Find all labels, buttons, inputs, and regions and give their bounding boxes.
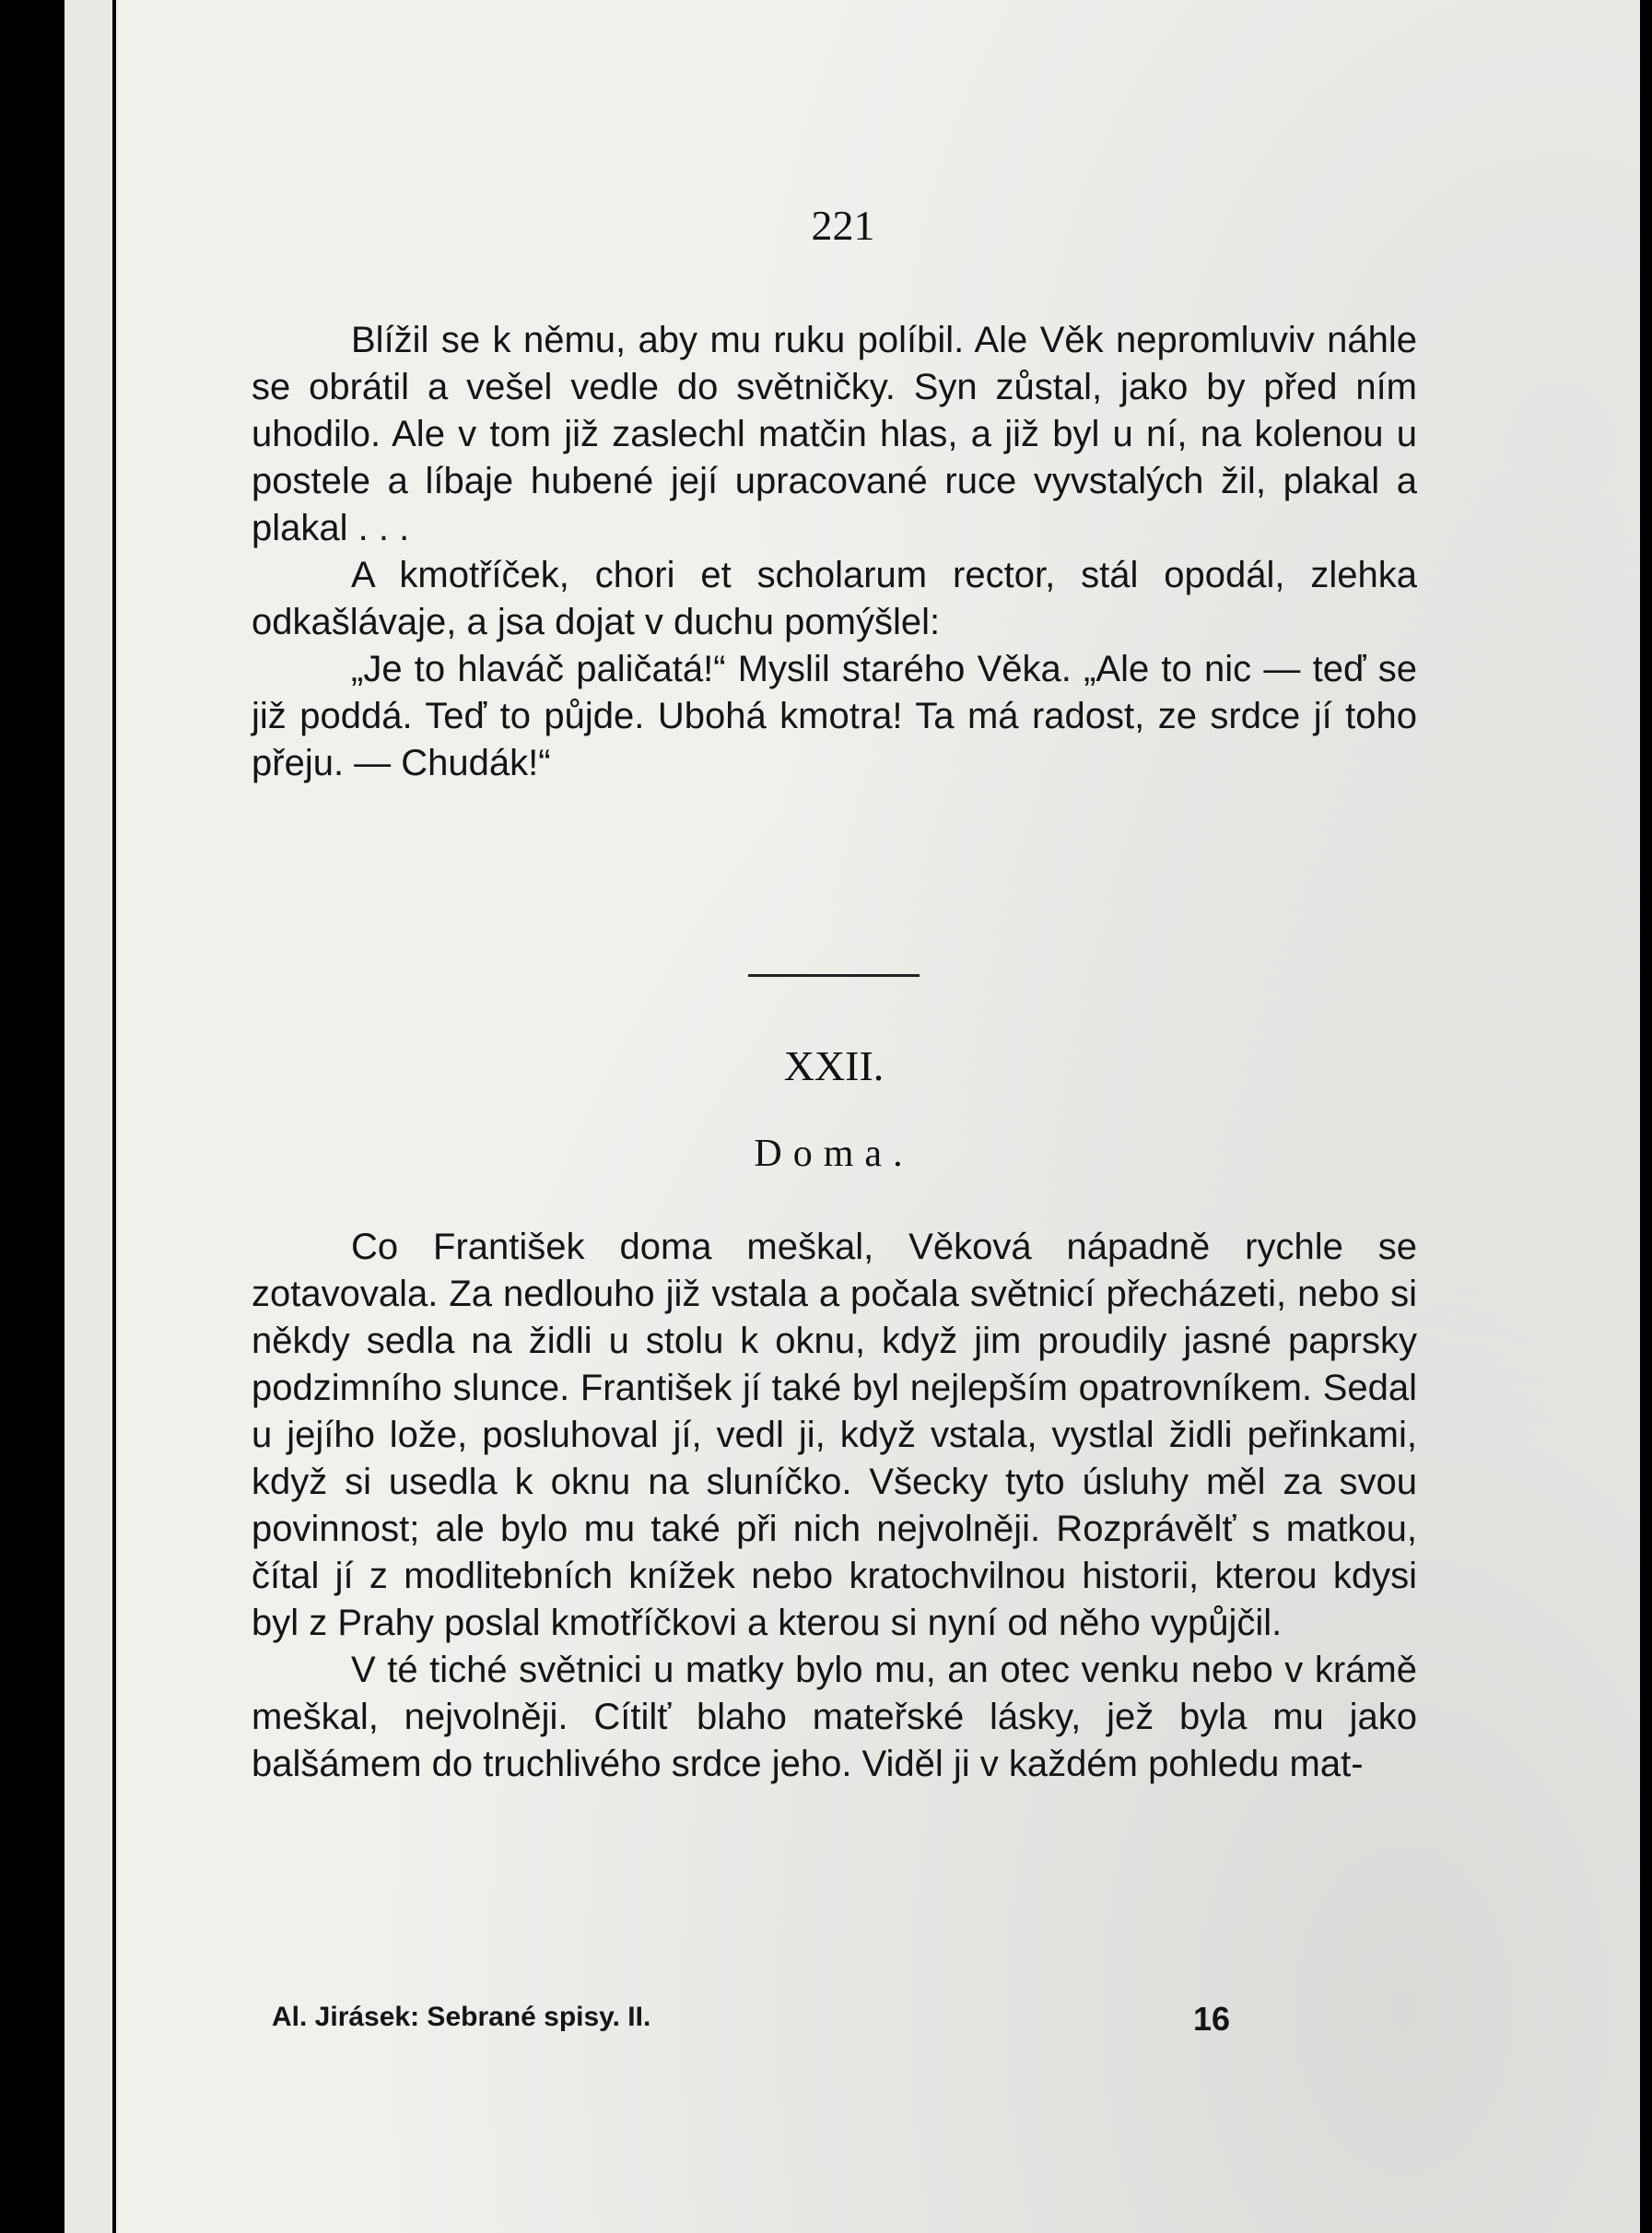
chapter-title: Doma. <box>754 1133 914 1175</box>
book-page <box>64 0 1640 2233</box>
paragraph: V té tiché světnici u matky bylo mu, an otec venku nebo v krámě meškal, nejvolněji. Cítilť blaho mateřské lásky, jež byla mu jako balšámem do truchlivého srdce jeho. Viděl ji v každém pohledu mat- <box>252 1650 1417 1784</box>
paragraph: Blížil se k němu, aby mu ruku políbil. Ale Věk nepromluviv náhle se obrátil a vešel vedle do světničky. Syn zůstal, jako by před ním uhodilo. Ale v tom již zaslechl matčin hlas, a již byl u ní, na kolenou u postele a líbaje hubené její upracované ruce vyvstalých žil, plakal a plakal . . . <box>252 320 1417 548</box>
page-left-edge <box>64 0 116 2233</box>
chapter-number: XXII. <box>783 1042 885 1089</box>
section-divider <box>748 974 920 977</box>
footer-signature: Al. Jirásek: Sebrané spisy. II. <box>272 2002 651 2032</box>
text-block-top <box>252 317 1417 787</box>
footer-sheet-number: 16 <box>1193 2000 1231 2038</box>
paragraph: Co František doma meškal, Věková nápadně rychle se zotavovala. Za nedlouho již vstala a počala světnicí přecházeti, nebo si někdy sedla na židli u stolu k oknu, když jim proudily jasné paprsky podzimního slunce. František jí také byl nejlepším opatrovníkem. Sedal u jejího lože, posluhoval jí, vedl ji, když vstala, vystlal židli peřinkami, když si usedla k oknu na sluníčko. Všecky tyto úsluhy měl za svou povinnost; ale bylo mu také při nich nejvolněji. Rozprávělť s matkou, čítal jí z modlitebních knížek nebo kratochvilnou historii, kterou kdysi byl z Prahy poslal kmotříčkovi a kterou si nyní od něho vypůjčil. <box>252 1227 1417 1643</box>
text-block-bottom <box>252 1224 1417 1788</box>
paragraph: „Je to hlaváč paličatá!“ Myslil starého Věka. „Ale to nic — teď se již poddá. Teď to půjde. Ubohá kmotra! Ta má radost, ze srdce jí toho přeju. — Chudák!“ <box>252 649 1417 783</box>
page-number: 221 <box>811 202 875 249</box>
paragraph: A kmotříček, chori et scholarum rector, stál opodál, zlehka odkašlávaje, a jsa dojat v duchu pomýšlel: <box>252 555 1417 642</box>
